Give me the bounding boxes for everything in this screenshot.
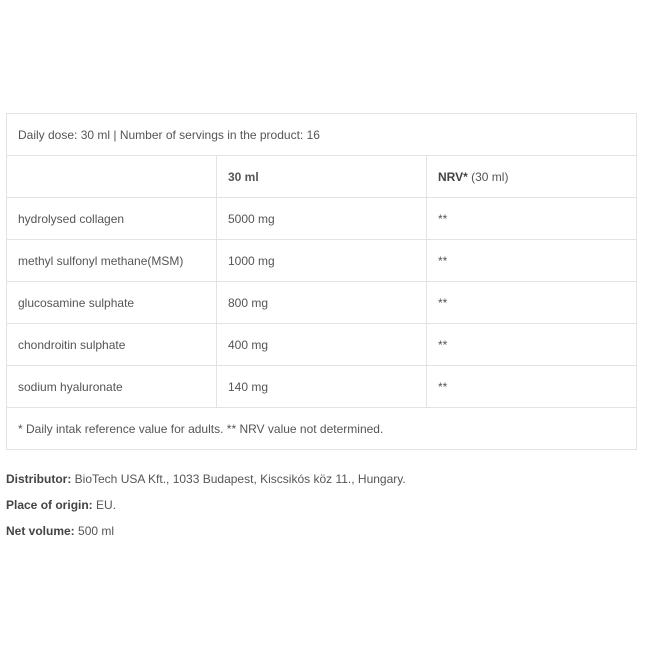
ingredient-amount: 400 mg [217, 324, 427, 366]
table-column-header-row [7, 156, 637, 198]
table-header-info-row [7, 114, 637, 156]
ingredient-name: methyl sulfonyl methane(MSM) [7, 240, 217, 282]
distributor-value: BioTech USA Kft., 1033 Budapest, Kiscsikós köz 11., Hungary. [71, 472, 406, 486]
nrv-label: NRV* [438, 169, 468, 184]
table-row [7, 282, 637, 324]
ingredient-amount: 5000 mg [217, 198, 427, 240]
table-row [7, 366, 637, 408]
volume-value: 500 ml [74, 524, 115, 538]
ingredient-nrv: ** [427, 324, 637, 366]
nutrition-table [6, 113, 637, 450]
ingredient-nrv: ** [427, 366, 637, 408]
ingredient-amount: 800 mg [217, 282, 427, 324]
column-header-amount: 30 ml [217, 156, 427, 198]
column-header-nrv [427, 156, 637, 198]
ingredient-nrv: ** [427, 282, 637, 324]
ingredient-nrv: ** [427, 198, 637, 240]
nrv-unit: (30 ml) [467, 169, 509, 184]
ingredient-name: hydrolysed collagen [7, 198, 217, 240]
distributor-line [6, 472, 406, 486]
origin-value: EU. [92, 498, 117, 512]
volume-label: Net volume: [6, 524, 75, 538]
ingredient-amount: 1000 mg [217, 240, 427, 282]
ingredient-name: chondroitin sulphate [7, 324, 217, 366]
table-row [7, 324, 637, 366]
table-row [7, 240, 637, 282]
daily-dose-info: Daily dose: 30 ml | Number of servings in the product: 16 [7, 114, 637, 156]
ingredient-nrv: ** [427, 240, 637, 282]
origin-line [6, 498, 116, 512]
volume-line [6, 524, 114, 538]
ingredient-name: glucosamine sulphate [7, 282, 217, 324]
ingredient-name: sodium hyaluronate [7, 366, 217, 408]
column-header-name [7, 156, 217, 198]
ingredient-amount: 140 mg [217, 366, 427, 408]
table-footnote-row [7, 408, 637, 450]
origin-label: Place of origin: [6, 498, 93, 512]
table-footnote: * Daily intak reference value for adults. ** NRV value not determined. [7, 408, 637, 450]
table-row [7, 198, 637, 240]
distributor-label: Distributor: [6, 472, 72, 486]
